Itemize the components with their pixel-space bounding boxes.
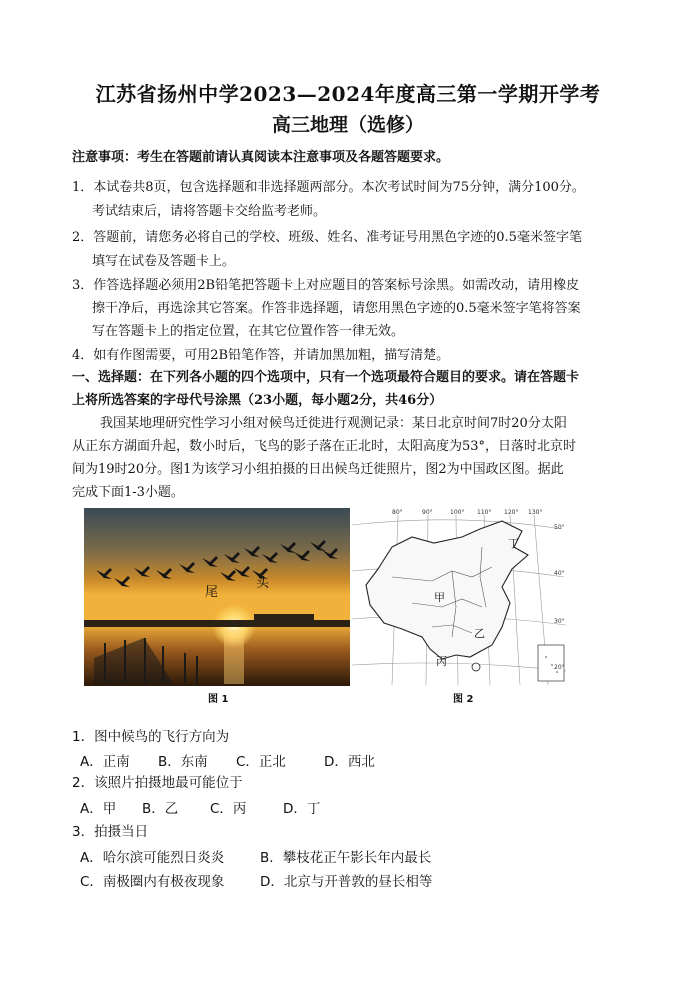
lon-label-110: 110° — [477, 509, 492, 516]
figure2-caption: 图 2 — [453, 694, 474, 705]
section-heading-1: 一、选择题：在下列各小题的四个选项中，只有一个选项最符合题目的要求。请在答题卡 — [72, 370, 580, 385]
question-2-stem: 2．该照片拍摄地最可能位于 — [72, 775, 243, 791]
notice-item-1b: 考试结束后，请将答题卡交给监考老师。 — [92, 204, 327, 219]
q1-option-d[interactable]: D．西北 — [324, 754, 375, 770]
exam-subtitle: 高三地理（选修） — [271, 114, 424, 136]
q2-option-a[interactable]: A．甲 — [80, 801, 117, 817]
passage-line-3: 间为19时20分。图1为该学习小组拍摄的日出候鸟迁徙照片，图2为中国政区图。据此 — [72, 462, 564, 477]
notice-item-2: 2．答题前，请您务必将自己的学校、班级、姓名、准考证号用黑色字迹的0.5毫米签字笔 — [72, 230, 582, 245]
q3-option-a[interactable]: A．哈尔滨可能烈日炎炎 — [80, 850, 225, 866]
q2-option-b[interactable]: B．乙 — [142, 801, 179, 817]
question-3-options-row2 — [80, 870, 432, 890]
q1-option-a[interactable]: A．正南 — [80, 754, 130, 770]
lon-label-100: 100° — [450, 509, 465, 516]
lat-label-20: 20° — [554, 664, 565, 671]
q2-option-c[interactable]: C．丙 — [210, 801, 247, 817]
notice-item-4: 4．如有作图需要，可用2B铅笔作答，并请加黑加粗，描写清楚。 — [72, 348, 450, 363]
question-2-options — [80, 797, 320, 817]
figure2-map — [352, 507, 568, 687]
q1-option-b[interactable]: B．东南 — [158, 754, 208, 770]
place-jia: 甲 — [434, 591, 445, 604]
place-bing: 丙 — [436, 655, 447, 668]
lat-label-30: 30° — [554, 618, 565, 625]
label-head: 头 — [256, 576, 270, 591]
question-1-options — [80, 750, 375, 770]
notice-item-3c: 写在答题卡上的指定位置，在其它位置作答一律无效。 — [92, 324, 405, 339]
place-ding: 丁 — [508, 537, 519, 550]
section-heading-2: 上将所选答案的字母代号涂黑（23小题，每小题2分，共46分） — [72, 393, 443, 408]
q3-option-c[interactable]: C．南极圈内有极夜现象 — [80, 874, 225, 890]
q2-option-d[interactable]: D．丁 — [283, 801, 321, 817]
question-3-options-row1 — [80, 846, 431, 866]
lat-label-50: 50° — [554, 524, 565, 531]
passage-line-4: 完成下面1-3小题。 — [72, 485, 184, 500]
figure1-photo — [84, 508, 350, 686]
place-yi: 乙 — [474, 627, 485, 640]
exam-title: 江苏省扬州中学2023—2024年度高三第一学期开学考 — [95, 82, 601, 106]
lon-label-90: 90° — [422, 509, 433, 516]
notice-item-2b: 填写在试卷及答题卡上。 — [92, 254, 236, 269]
notice-item-1: 1．本试卷共8页，包含选择题和非选择题两部分。本次考试时间为75分钟，满分100分。 — [72, 180, 585, 195]
notice-item-3: 3．作答选择题必须用2B铅笔把答题卡上对应题目的答案标号涂黑。如需改动，请用橡皮 — [72, 278, 580, 293]
label-tail: 尾 — [205, 585, 219, 600]
question-3-stem: 3．拍摄当日 — [72, 824, 149, 840]
q3-option-d[interactable]: D．北京与开普敦的昼长相等 — [260, 874, 433, 890]
notice-head: 注意事项：考生在答题前请认真阅读本注意事项及各题答题要求。 — [72, 150, 450, 165]
passage-line-1: 我国某地理研究性学习小组对候鸟迁徙进行观测记录：某日北京时间7时20分太阳 — [100, 416, 567, 431]
lat-label-40: 40° — [554, 570, 565, 577]
lon-label-120: 120° — [504, 509, 519, 516]
lon-label-80: 80° — [392, 509, 403, 516]
passage-line-2: 从正东方湖面升起，数小时后，飞鸟的影子落在正北时，太阳高度为53°，日落时北京时 — [72, 439, 577, 454]
notice-item-3b: 擦干净后，再选涂其它答案。作答非选择题，请您用黑色字迹的0.5毫米签字笔将答案 — [92, 301, 581, 316]
q3-option-b[interactable]: B．攀枝花正午影长年内最长 — [260, 850, 432, 866]
q1-option-c[interactable]: C．正北 — [236, 754, 286, 770]
lon-label-130: 130° — [528, 509, 543, 516]
china-map-image — [352, 507, 568, 687]
question-1-stem: 1．图中候鸟的飞行方向为 — [72, 729, 230, 745]
figure1-caption: 图 1 — [208, 694, 229, 705]
sunrise-birds-image — [84, 508, 350, 686]
